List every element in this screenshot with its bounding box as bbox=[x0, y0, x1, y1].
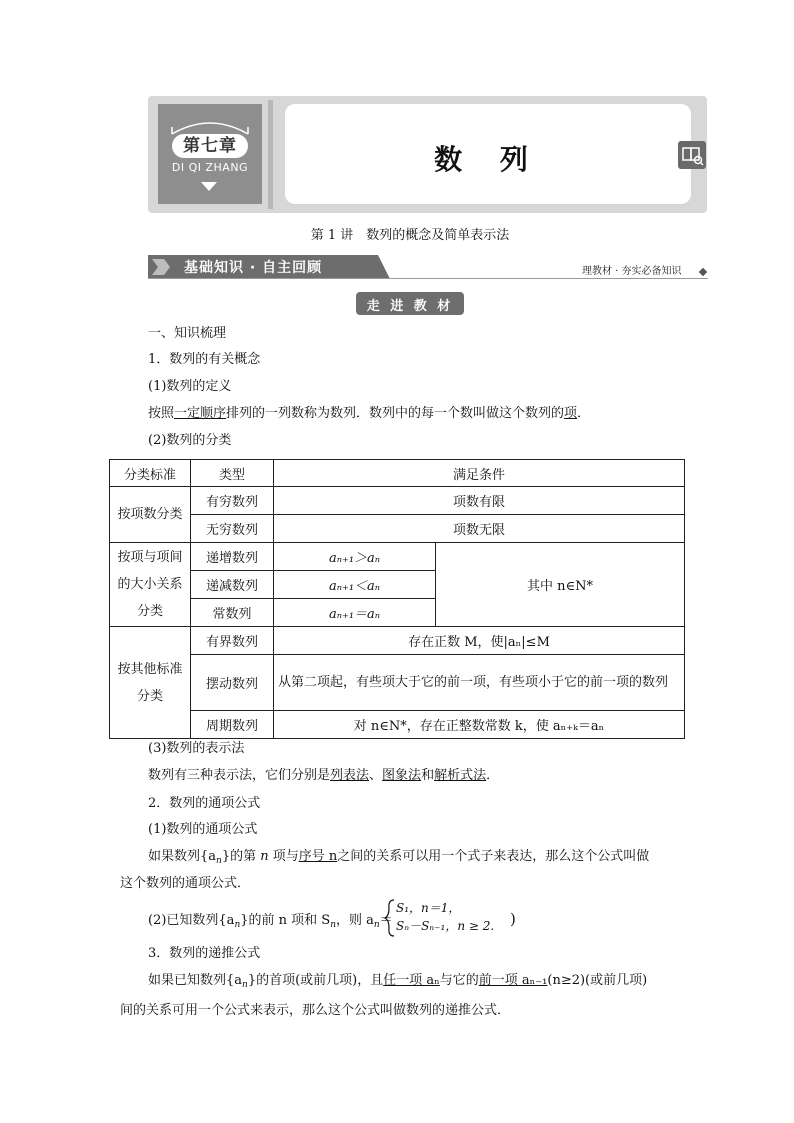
condition-cell: aₙ₊₁＞aₙ bbox=[274, 543, 436, 571]
type-cell: 常数列 bbox=[191, 599, 274, 627]
condition-cell: 对 n∈N*，存在正整数常数 k，使 aₙ₊ₖ＝aₙ bbox=[274, 711, 685, 739]
classification-table bbox=[109, 459, 685, 739]
table-header-row bbox=[110, 460, 685, 487]
condition-cell: 从第二项起，有些项大于它的前一项，有些项小于它的前一项的数列 bbox=[274, 655, 685, 711]
piecewise-case-1: S₁，n＝1， bbox=[396, 901, 461, 915]
heading-recurrence: 3．数列的递推公式 bbox=[148, 946, 261, 961]
closing-paren: ) bbox=[510, 910, 516, 928]
brace-icon bbox=[384, 898, 396, 938]
table-header-cell: 满足条件 bbox=[274, 460, 685, 487]
table-row bbox=[110, 627, 685, 655]
section-banner-subtitle: 理教材 · 夯实必备知识 bbox=[582, 266, 682, 277]
type-cell: 周期数列 bbox=[191, 711, 274, 739]
condition-cell: 项数无限 bbox=[274, 515, 685, 543]
badge-triangle-icon bbox=[201, 182, 217, 191]
condition-cell: aₙ₊₁＜aₙ bbox=[274, 571, 436, 599]
heading-concepts: 1．数列的有关概念 bbox=[148, 352, 261, 367]
condition-cell: 项数有限 bbox=[274, 487, 685, 515]
type-cell: 有界数列 bbox=[191, 627, 274, 655]
table-row bbox=[110, 711, 685, 739]
group-label: 按项与项间的大小关系分类 bbox=[110, 543, 191, 627]
representation-text: 数列有三种表示法，它们分别是列表法、图象法和解析式法． bbox=[148, 768, 500, 783]
condition-cell: 存在正数 M，使|aₙ|≤M bbox=[274, 627, 685, 655]
general-formula-text-line2: 这个数列的通项公式． bbox=[120, 876, 251, 891]
type-cell: 无穷数列 bbox=[191, 515, 274, 543]
heading-representation: (3)数列的表示法 bbox=[148, 741, 245, 756]
sum-formula-text: (2)已知数列$\{a_n\}$的前 n 项和 $S_n$，则 $a_n=$ bbox=[148, 913, 393, 930]
banner-separator bbox=[268, 100, 273, 209]
badge-chapter-number: 第七章 bbox=[172, 134, 248, 158]
condition-cell: aₙ₊₁＝aₙ bbox=[274, 599, 436, 627]
heading-knowledge: 一、知识梳理 bbox=[148, 326, 227, 341]
heading-classification: (2)数列的分类 bbox=[148, 433, 232, 448]
table-row bbox=[110, 487, 685, 515]
recurrence-text: 如果已知数列$\{a_n\}$的首项(或前几项)，且任一项 aₙ与它的前一项 aₙ₋₁(n≥2)(或前几项) bbox=[148, 973, 648, 990]
type-cell: 有穷数列 bbox=[191, 487, 274, 515]
chapter-title: 数 列 bbox=[434, 143, 542, 176]
recurrence-text-line2: 间的关系可用一个公式来表示，那么这个公式叫做数列的递推公式． bbox=[120, 1003, 511, 1018]
table-header-cell: 类型 bbox=[191, 460, 274, 487]
type-cell: 递增数列 bbox=[191, 543, 274, 571]
definition-text: 按照一定顺序排列的一列数称为数列．数列中的每一个数叫做这个数列的项． bbox=[148, 406, 591, 421]
subsection-label: 走 进 教 材 bbox=[366, 299, 454, 314]
book-icon bbox=[678, 141, 706, 169]
type-cell: 递减数列 bbox=[191, 571, 274, 599]
table-header-cell: 分类标准 bbox=[110, 460, 191, 487]
badge-pinyin: DI QI ZHANG bbox=[171, 161, 249, 174]
table-row bbox=[110, 655, 685, 711]
group-label: 按其他标准分类 bbox=[110, 627, 191, 739]
diamond-icon bbox=[699, 268, 707, 276]
heading-general-formula: (1)数列的通项公式 bbox=[148, 822, 258, 837]
piecewise-case-2: Sₙ－Sₙ₋₁，n ≥ 2. bbox=[396, 919, 495, 933]
type-cell: 摆动数列 bbox=[191, 655, 274, 711]
section-divider bbox=[148, 278, 708, 279]
heading-definition: (1)数列的定义 bbox=[148, 379, 232, 394]
general-formula-text: 如果数列$\{a_n\}$的第 n 项与序号 n之间的关系可以用一个式子来表达，那么这个公式叫做 bbox=[148, 849, 650, 866]
section-banner-label: 基础知识 · 自主回顾 bbox=[184, 260, 323, 276]
condition-note: 其中 n∈N* bbox=[436, 543, 685, 627]
lecture-title: 第 1 讲 数列的概念及简单表示法 bbox=[310, 228, 510, 243]
heading-general-term: 2．数列的通项公式 bbox=[148, 796, 261, 811]
table-row bbox=[110, 543, 685, 571]
group-label: 按项数分类 bbox=[110, 487, 191, 543]
table-row bbox=[110, 515, 685, 543]
